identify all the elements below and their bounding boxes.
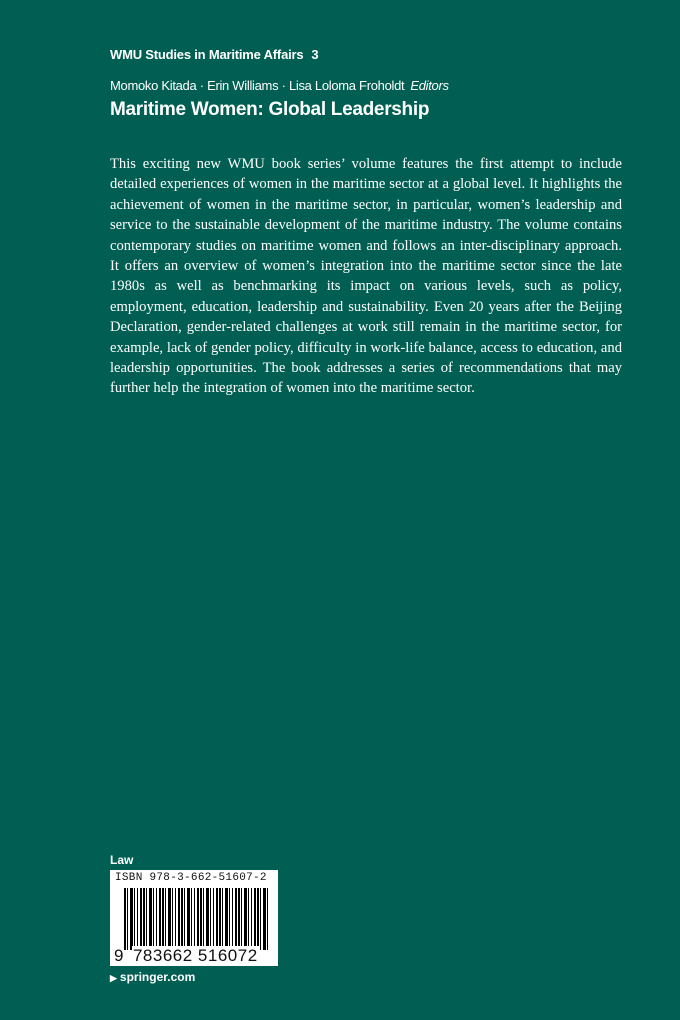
- isbn-barcode: [110, 870, 278, 966]
- barcode-bars: [124, 888, 270, 950]
- editors-line: [110, 78, 449, 93]
- triangle-right-icon: ▶: [110, 973, 117, 983]
- isbn-text: ISBN 978-3-662-51607-2: [115, 872, 267, 884]
- barcode-number: 783662 516072: [132, 946, 258, 965]
- barcode-first-digit: 9: [114, 946, 124, 965]
- editors-role: Editors: [410, 78, 449, 93]
- website-text[interactable]: springer.com: [119, 970, 196, 984]
- series-title: [110, 47, 318, 62]
- subject-label: Law: [110, 853, 134, 867]
- series-name: WMU Studies in Maritime Affairs: [110, 47, 304, 62]
- book-description: This exciting new WMU book series’ volume features the first attempt to include detailed experiences of women in the maritime sector at a global level. It highlights the achievement of women in the maritime sector, in particular, women’s leadership and service to the sustainable development of the maritime industry. The volume contains contemporary studies on maritime women and follows an inter-disciplinary approach. It offers an overview of women’s integration into the maritime sector since the late 1980s as well as benchmarking its impact on various levels, such as policy, employment, education, leadership and sustainability. Even 20 years after the Beijing Declaration, gender-related challenges at work still remain in the maritime sector, for example, lack of gender policy, difficulty in work-life balance, access to education, and leadership opportunities. The book addresses a series of recommendations that may further help the integration of women into the maritime sector.: [110, 156, 622, 397]
- editors-names: Momoko Kitada · Erin Williams · Lisa Loloma Froholdt: [110, 78, 405, 93]
- publisher-website[interactable]: [110, 970, 195, 984]
- book-title: Maritime Women: Global Leadership: [110, 99, 430, 120]
- series-number: 3: [311, 47, 319, 62]
- barcode-digits: [114, 946, 259, 966]
